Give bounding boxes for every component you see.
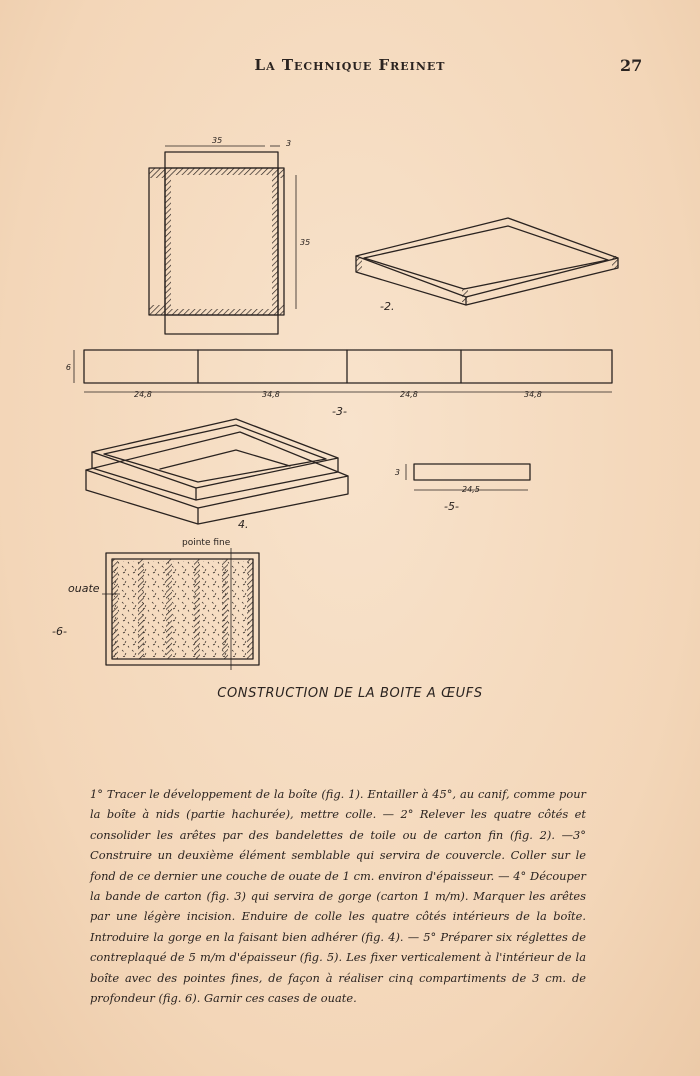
fig3-seg-4: 34,8 bbox=[524, 390, 542, 399]
fig3-label: -3- bbox=[332, 405, 347, 418]
fig6-compartments bbox=[52, 538, 259, 670]
figure-caption: CONSTRUCTION DE LA BOITE A ŒUFS bbox=[217, 686, 483, 701]
fig2-label: -2. bbox=[380, 300, 395, 313]
fig6-annotation-pointe-fine: pointe fine bbox=[182, 538, 231, 548]
fig5-dim-length: 24,5 bbox=[462, 485, 480, 494]
fig6-annotation-ouate: ouate bbox=[68, 582, 100, 595]
fig3-seg-1: 24,8 bbox=[134, 390, 152, 399]
fig4-label: 4. bbox=[238, 518, 249, 531]
instructions-paragraph: 1° Tracer le développement de la boîte (fig. 1). Entailler à 45°, au canif, comme pour la boîte à nids (partie hachurée), mettre colle. — 2° Relever les quatre côtés et consolider les arêtes par des bandelettes de toile ou de carton fin (fig. 2). —3° Construire un deuxième élément semblable qui servira de couvercle. Coller sur le fond de ce dernier une couche de ouate de 1 cm. environ d'épaisseur. — 4° Découper la bande de carton (fig. 3) qui servira de gorge (carton 1 m/m). Marquer les arêtes par une légère incision. Enduire de colle les quatre côtés intérieurs de la boîte. Introduire la gorge en la faisant bien adhérer (fig. 4). — 5° Préparer six réglettes de contreplaqué de 5 m/m d'épaisseur (fig. 5). Les fixer verticalement à l'intérieur de la boîte avec des pointes fines, de façon à réaliser cinq compartiments de 3 cm. de profondeur (fig. 6). Garnir ces cases de ouate. bbox=[90, 787, 586, 1006]
fig1-box-development bbox=[149, 136, 310, 334]
fig2-open-box bbox=[356, 218, 618, 313]
fig6-label: -6- bbox=[52, 625, 67, 638]
fig4-box-with-lid bbox=[86, 419, 348, 531]
page-number: 27 bbox=[620, 56, 643, 75]
fig3-cardboard-strip bbox=[66, 350, 612, 418]
fig1-dim-flap: 3 bbox=[286, 139, 292, 148]
fig5-label: -5- bbox=[444, 500, 459, 513]
fig1-dim-height: 35 bbox=[300, 238, 311, 247]
fig3-dim-height: 6 bbox=[65, 363, 71, 372]
fig1-dim-width: 35 bbox=[212, 136, 223, 145]
instructions-text bbox=[90, 784, 586, 1008]
fig3-seg-3: 24,8 bbox=[400, 390, 418, 399]
fig5-dim-height: 3 bbox=[394, 468, 400, 477]
fig3-seg-2: 34,8 bbox=[262, 390, 280, 399]
running-title: La Technique Freinet bbox=[254, 56, 446, 74]
fig5-slat bbox=[395, 464, 530, 513]
